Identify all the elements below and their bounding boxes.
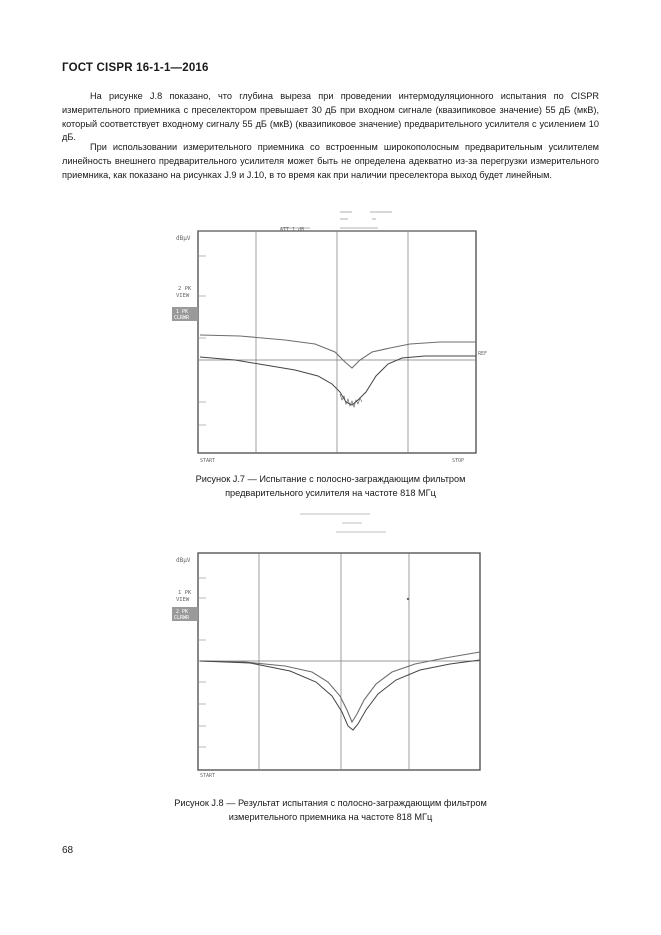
figure-j7-stop-label: STOP [452,458,465,464]
figure-j7-att-label: ATT 1 dB [280,227,305,233]
figure-j8-header-marks [300,514,386,532]
paragraph-1: На рисунке J.8 показано, что глубина выреза при проведении интермодуляционного испытания по CISPR измерительного приемника с преселектором превышает 30 дБ при входном сигнале (квазипиковое значение) 55 дБ (мкВ), который соответствует входному сигналу 55 дБ (мкВ) (квазипиковое значение) предварительного усилителя с усилением 10 дБ. [62,91,599,143]
figure-j7-caption-line-2: предварительного усилителя на частоте 818 МГц [225,488,436,498]
figure-j7-trace-b-label: 1 PK [176,309,189,315]
figure-j8-trace-b-mode: CLRWR [174,615,190,621]
figure-j8-trace-lower [200,660,480,730]
paragraph-2: При использовании измерительного приемника со встроенным широкополосным предварительным усилителем линейность внешнего предварительного усилителя может быть не определена адекватно из-за перегрузки измерительного приемника, как показано на рисунках J.9 и J.10, в то время как при наличии преселектора выход будет линейным. [62,142,599,180]
figure-j8-ticks [198,578,206,747]
figure-j7-start-label: START [200,458,216,464]
figure-j7-unit-label: dBµV [176,235,191,242]
figure-j8-trace-b-label: 2 PK [176,609,189,615]
page-number: 68 [62,845,74,856]
figure-j7-trace-a-label: 2 PK [178,286,192,292]
figure-j8-marker-dot [407,598,409,600]
figure-j7-caption-line-1: Рисунок J.7 — Испытание с полосно-заграждающим фильтром [195,474,466,484]
figure-j8-caption [0,796,661,824]
figure-j7-ref-label: REF [478,351,488,357]
figure-j8-start-label: START [200,773,216,779]
figure-j8-caption-line-2: измерительного приемника на частоте 818 МГц [228,812,433,822]
figure-j8-caption-line-1: Рисунок J.8 — Результат испытания с полосно-заграждающим фильтром [174,798,487,808]
figure-j8-trace-a-mode: VIEW [176,597,190,603]
figure-j8-trace-a-label: 1 PK [178,590,192,596]
figure-j7-trace-b-mode: CLRWR [174,315,190,321]
figure-j7-trace-a-mode: VIEW [176,293,190,299]
document-header: ГОСТ CISPR 16-1-1—2016 [62,62,209,74]
figure-j8-unit-label: dBµV [176,557,191,564]
